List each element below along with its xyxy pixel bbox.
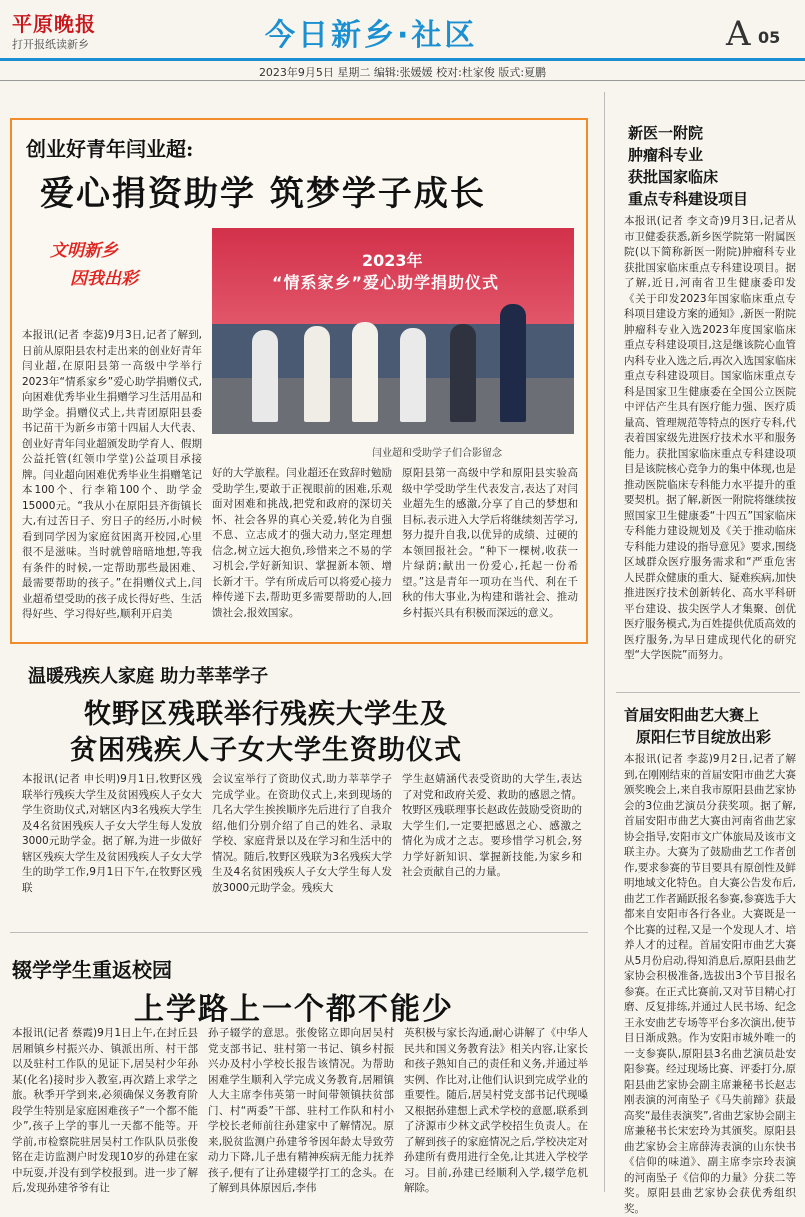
photo-title: “情系家乡”爱心助学捐助仪式	[272, 273, 500, 292]
dateline-rule	[0, 80, 805, 81]
story2-headline-line2: 贫困残疾人子女大学生资助仪式	[70, 735, 462, 766]
sidebar2-kicker: 首届安阳曲艺大赛上	[624, 706, 760, 724]
story1-headline: 爱心捐资助学 筑梦学子成长	[40, 174, 486, 214]
photo-year: 2023年	[362, 251, 423, 270]
story1-column-1: 本报讯(记者 李蕊)9月3日,记者了解到,日前从原阳县农村走出来的创业好青年闫业超,在原阳县第一高级中学举行2023年“情系家乡”爱心助学捐赠仪式,向困难优秀毕业生捐赠学习生活用品和助学金。捐赠仪式上,共青团原阳县委书记苗干为新乡市第十四届人大代表、创业好青年闫业超颁发助学育人、假期公益托管(红领巾学堂)公益项目承接牌。闫业超向困难优秀毕业生捐赠笔记本100个、行李箱100个、助学金15000元。“我从小在原阳县齐街镇长大,有过苦日子、穷日子的经历,小时候看到同学因为家庭贫困离开校园,心里很不是滋味。当时就曾暗暗地想,等我有条件的时候,一定帮助那些最困难、最需要帮助的孩子。”在捐赠仪式上,闫业超希望受助的孩子成长得好些、生活得好些、学习得好些,顺利开启美	[22, 329, 202, 620]
paper-slogan: 打开报纸读新乡	[12, 38, 89, 51]
page-number: 05	[758, 28, 781, 47]
dateline: 2023年9月5日 星期二 编辑:张媛媛 校对:杜家俊 版式:夏鹏	[258, 66, 547, 79]
sidebar1-kicker: 新医一附院	[628, 124, 704, 142]
photo-person	[400, 328, 426, 422]
photo-person	[252, 330, 278, 422]
sidebar1-headline-line2: 获批国家临床	[628, 168, 719, 186]
story2-column-2: 会议室举行了资助仪式,助力莘莘学子完成学业。在资助仪式上,来到现场的几名大学生挨挨顺序先后进行了自我介绍,他们分别介绍了自己的姓名、录取学校、家庭背景以及在学习和生活中的情况。随后,牧野区残联为3名残疾大学生及4名贫困残疾人子女大学生每人发放3000元助学金。残疾大	[212, 773, 392, 894]
masthead-rule	[0, 58, 805, 61]
photo-person	[352, 322, 378, 422]
story2-column-3: 学生赵婧涵代表受资助的大学生,表达了对党和政府关爱、救助的感恩之情。牧野区残联理事长赵政佐鼓励受资助的大学生们,一定要把感恩之心、感激之情化为成才之志。要珍惜学习机会,努力学好新知识、掌握新技能,为家乡和社会贡献自己的力量。	[402, 773, 582, 878]
paper-name: 平原晚报	[12, 12, 96, 36]
photo-person	[304, 326, 330, 422]
sidebar2-headline: 原阳仨节目绽放出彩	[636, 728, 772, 746]
story3-column-1: 本报讯(记者 蔡霞)9月1日上午,在封丘县居厢镇乡村振兴办、镇派出所、村干部以及驻村工作队的见证下,居吴村少年孙某(化名)接时步入教室,再次踏上求学之旅。秋季开学到来,必须确保义务教育阶段学生特别是家庭困难孩子“一个都不能少”,孩子上学的事儿一天都不能等。开学前,市检察院驻居吴村工作队队员张俊铭在走访监测户时发现10岁的孙建在家中玩耍,并没有到学校报到。进一步了解后,发现孙建爷爷有让	[12, 1027, 198, 1194]
badge-line-1: 文明新乡	[50, 241, 118, 261]
story2-headline-line1: 牧野区残联举行残疾大学生及	[84, 699, 448, 730]
story1-column-3: 原阳县第一高级中学和原阳县实验高级中学受助学生代表发言,表达了对闫业超先生的感激,分享了自己的梦想和目标,表示进入大学后将继续刻苦学习,努力提升自我,以优异的成绩、过硬的本领回报社会。“种下一棵树,收获一片绿荫;献出一份爱心,托起一份希望。”这是青年一项功在当代、利在千秋的伟大事业,为构建和谐社会、推动乡村振兴具有积极而深远的意义。	[402, 467, 578, 619]
story-divider	[10, 932, 588, 933]
story1-kicker: 创业好青年闫业超:	[26, 137, 194, 161]
story3-column-3: 英积极与家长沟通,耐心讲解了《中华人民共和国义务教育法》相关内容,让家长和孩子熟知自己的责任和义务,并通过举实例、作比对,让他们认识到完成学业的重要性。随后,居吴村党支部书记代现嗓又根据孙建想上武术学校的意愿,联系到了济源市少林文武学校招生负责人。在了解到孩子的家庭情况之后,学校决定对孙建所有费用进行全免,让其进入学校学习。目前,孙建已经顺利入学,辍学危机解除。	[404, 1027, 588, 1194]
photo-person	[450, 324, 476, 422]
badge-line-2: 因我出彩	[70, 269, 138, 289]
sidebar2-body: 本报讯(记者 李蕊)9月2日,记者了解到,在刚刚结束的首届安阳市曲艺大赛颁奖晚会上,来自我市原阳县曲艺家协会的3位曲艺演员分获奖项。据了解,首届安阳市曲艺大赛由河南省曲艺家协会指导,安阳市文广体旅局及该市文联主办。大赛为了鼓励曲艺工作者创作,要求参赛的节目要具有原创性及鲜明地域文化特色。自大赛公告发布后,曲艺工作者踊跃报名参赛,参赛选手大都来自安阳市各行各业。大赛既是一个比赛的过程,又是一个发现人才、培养人才的过程。首届安阳市曲艺大赛从5月份启动,得知消息后,原阳县曲艺家协会积极准备,选拔出3个节目报名参赛。在正式比赛前,又对节目精心打磨、反复排练,并通过人民书场、纪念王永安曲艺专场等平台多次演出,使节目日渐成熟。作为安阳市城外唯一的一支参赛队,原阳县3名曲艺演员赴安阳参赛。经过现场比赛、评委打分,原阳县曲艺家协会副主席兼秘书长赵志刚表演的河南坠子《马失前蹄》获最高奖“最佳表演奖”,省曲艺家协会副主席兼秘书长宋宏玲为其颁奖。原阳县曲艺家协会主席薛涛表演的山东快书《信仰的味道》、副主席李宗玲表演的河南坠子《信仰的力量》分获二等奖。原阳县曲艺家协会获优秀组织奖。	[624, 753, 796, 1215]
section-title: 今日新乡·社区	[265, 18, 478, 53]
story2-kicker: 温暖残疾人家庭 助力莘莘学子	[28, 666, 269, 687]
civilization-badge	[40, 234, 164, 294]
sidebar-story-divider	[616, 692, 800, 693]
sidebar1-headline-line3: 重点专科建设项目	[628, 190, 749, 208]
photo-person	[500, 304, 526, 422]
story1-column-2: 好的大学旅程。闫业超还在致辞时勉励受助学生,要敢于正视眼前的困难,乐观面对困难和挑战,把党和政府的深切关怀、社会各界的真心关爱,转化为自强不息、立志成才的强大动力,坚定理想信念,树立远大抱负,珍惜来之不易的学习机会,学好新知识、掌握新本领、增长新才干。学有所成后可以将爱心接力棒传递下去,帮助更多需要帮助的人,回馈社会,报效国家。	[212, 467, 392, 619]
sidebar1-body: 本报讯(记者 李文奇)9月3日,记者从市卫健委获悉,新乡医学院第一附属医院(以下简称新医一附院)肿瘤科专业获批国家临床重点专科建设项目。据了解,近日,河南省卫生健康委印发《关于印发2023年国家临床重点专科项目建设方案的通知》,新医一附院肿瘤科专业入选2023年度国家临床重点专科建设项目,这是继该院心血管内科专业入选之后,再次入选国家临床重点专科建设项目。国家临床重点专科是国家卫生健康委在全国公立医院中评估产生具有医疗能力强、医疗质量高、管理规范等特点的医疗专科,代表着国家级先进医疗技术水平和服务能力。获批国家临床重点专科建设项目是该院核心竞争力的集中体现,也是推动医院临床专科能力水平提升的重要契机。据了解,新医一附院将继续按照国家卫生健康委“十四五”国家临床专科能力建设规划及《关于推动临床专科能力建设的指导意见》要求,围绕区域群众医疗服务需求和“严重危害人民群众健康的重大、疑难疾病,加快推进医疗技术创新转化、高水平科研平台建设、拔尖医学人才集聚、创优医疗服务模式,为百姓提供优质高效的医疗服务,为早日建成现代化的研究型“大学医院”而努力。	[624, 215, 796, 661]
story3-headline: 上学路上一个都不能少	[134, 992, 454, 1027]
story3-kicker: 辍学学生重返校园	[12, 958, 172, 982]
ceremony-photo	[212, 228, 574, 434]
sidebar1-headline-line1: 肿瘤科专业	[628, 146, 704, 164]
story3-column-2: 孙子辍学的意思。张俊铭立即向居吴村党支部书记、驻村第一书记、镇乡村振兴办及村小学校长报告该情况。为帮助困难学生顺利入学完成义务教育,居厢镇人大主席李伟英第一时间带领镇扶贫部门、村“两委”干部、驻村工作队和村小学校长老师前往孙建家中了解情况。原来,脱贫监测户孙建爷爷因年龄太导致劳动力下降,儿子患有精神疾病无能力抚养孩子,便有了让孙建辍学打工的念头。在了解到具体原因后,李伟	[208, 1027, 394, 1194]
story2-column-1: 本报讯(记者 申长明)9月1日,牧野区残联举行残疾大学生及贫困残疾人子女大学生资助仪式,对辖区内3名残疾大学生及4名贫困残疾人子女大学生每人发放3000元助学金。据了解,为进一步做好辖区残疾大学生及贫困残疾人子女大学生的助学工作,9月1日下午,在牧野区残联	[22, 773, 202, 894]
sidebar-divider	[604, 92, 605, 1192]
photo-caption: 闫业超和受助学子们合影留念	[372, 448, 502, 459]
page-letter: A	[726, 14, 751, 54]
